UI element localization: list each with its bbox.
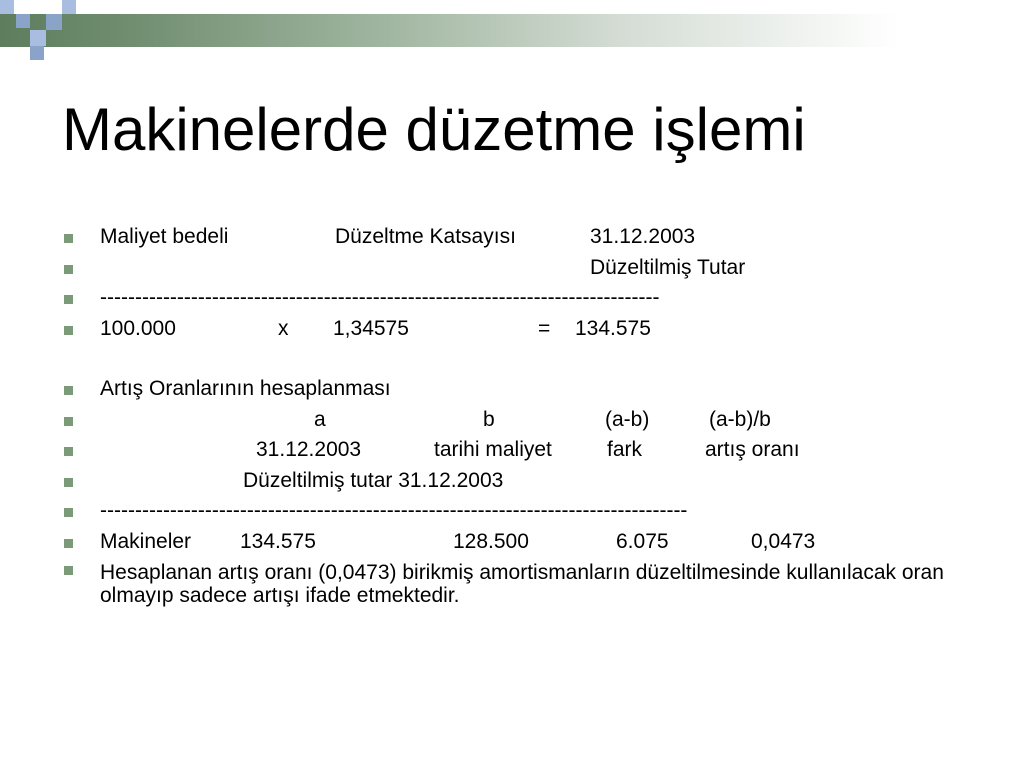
column-a: a [314, 407, 326, 431]
list-item [62, 405, 1002, 436]
cell-maliyet-bedeli: Maliyet bedeli [100, 225, 229, 248]
list-item [62, 314, 1002, 345]
cell-difference-value: 6.075 [616, 529, 669, 553]
bullet-square-icon [64, 447, 73, 456]
separator-line: ------------------------------------------------------------------------------------ [100, 499, 688, 522]
decor-square-1 [0, 0, 14, 14]
bullet-square-icon [64, 508, 73, 517]
slide-title: Makinelerde düzetme işlemi [62, 96, 806, 163]
decor-square-6 [30, 46, 44, 60]
bullet-square-icon [64, 417, 73, 426]
list-item [62, 253, 1002, 284]
column-b: b [483, 407, 495, 431]
cell-multiply: x [278, 316, 289, 340]
column-ratio: (a-b)/b [709, 407, 771, 431]
column-a-minus-b: (a-b) [605, 407, 650, 431]
header-historical-cost: tarihi maliyet [434, 438, 552, 461]
cell-amount: 100.000 [100, 316, 176, 340]
bullet-square-icon [64, 478, 73, 487]
list-item [62, 557, 1002, 607]
bullet-square-icon [64, 386, 73, 395]
cell-adjusted-value: 134.575 [240, 529, 316, 553]
list-item [62, 466, 1002, 497]
list-item [62, 527, 1002, 558]
header-difference: fark [607, 438, 643, 461]
separator-line: -------------------------------------------------------------------------------- [100, 286, 660, 309]
bullet-square-icon [64, 539, 73, 548]
cell-makineler: Makineler [100, 529, 192, 553]
cell-date: 31.12.2003 [590, 225, 696, 248]
cell-historical-value: 128.500 [453, 529, 529, 553]
decor-square-3 [30, 30, 46, 46]
list-item [62, 374, 1002, 405]
bullet-square-icon [64, 234, 73, 243]
bullet-square-icon [64, 566, 73, 575]
header-increase-rate: artış oranı [705, 438, 800, 461]
decor-square-2 [16, 14, 30, 28]
list-item [62, 435, 1002, 466]
cell-duzeltilmis-tutar: Düzeltilmiş Tutar [590, 255, 746, 279]
section-heading: Artış Oranlarının hesaplanması [100, 377, 391, 400]
bullet-square-icon [64, 265, 73, 274]
note-text: Hesaplanan artış oranı (0,0473) birikmiş amortismanların düzeltilmesinde kullanılacak oran olmayıp sadece artışı ifade etmektedir. [100, 561, 944, 607]
cell-duzeltme-katsayisi: Düzeltme Katsayısı [335, 225, 516, 248]
decor-square-5 [62, 0, 76, 14]
header-date: 31.12.2003 [256, 438, 362, 461]
bullet-square-icon [64, 295, 73, 304]
bullet-list [62, 222, 1002, 607]
list-item [62, 222, 1002, 253]
cell-result: 134.575 [575, 316, 651, 340]
decor-square-4 [46, 14, 62, 30]
cell-coefficient: 1,34575 [333, 316, 409, 340]
bullet-square-icon [64, 326, 73, 335]
header-adjusted-amount: Düzeltilmiş tutar 31.12.2003 [243, 468, 504, 492]
list-item [62, 496, 1002, 527]
cell-ratio-value: 0,0473 [751, 529, 816, 553]
header-gradient-bar [0, 14, 1024, 47]
list-item [62, 283, 1002, 314]
cell-equals: = [538, 316, 551, 340]
